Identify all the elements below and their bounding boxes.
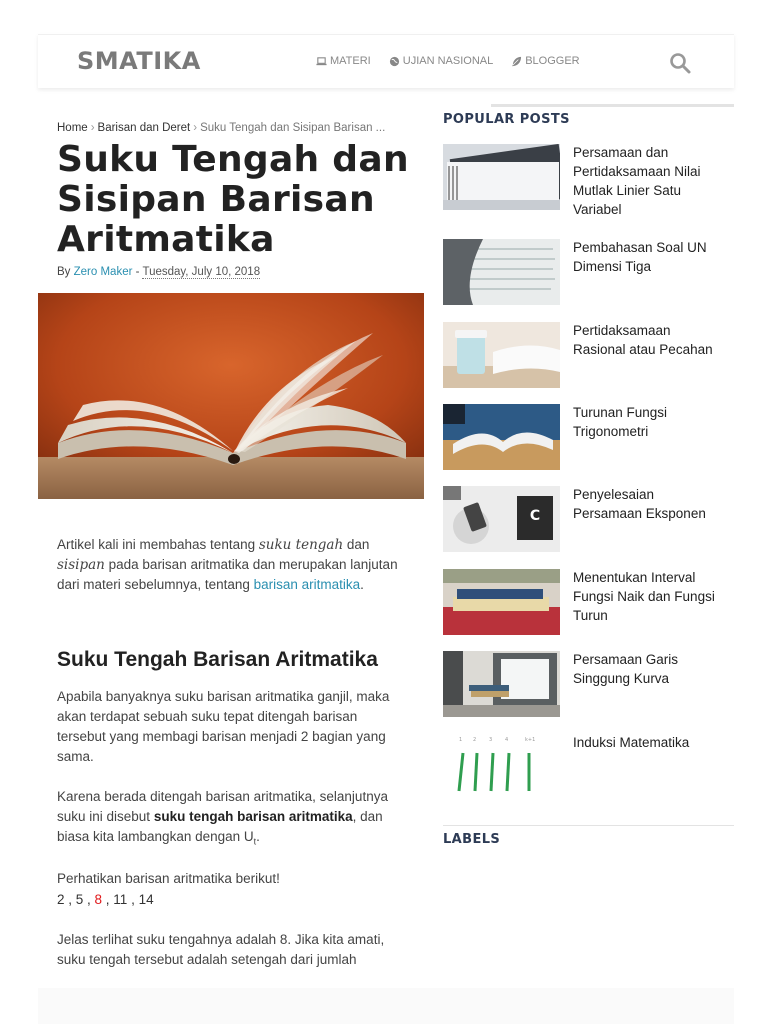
sequence-part: , 11 , 14 bbox=[102, 892, 154, 907]
breadcrumb-current: Suku Tengah dan Sisipan Barisan ... bbox=[200, 122, 386, 134]
author-link[interactable]: Zero Maker bbox=[73, 266, 133, 278]
svg-text:1: 1 bbox=[459, 737, 463, 743]
paragraph-text: . bbox=[256, 829, 260, 844]
post-date: Tuesday, July 10, 2018 bbox=[142, 266, 261, 278]
labels-heading: LABELS bbox=[443, 832, 501, 847]
post-thumbnail bbox=[443, 486, 560, 552]
breadcrumb-category[interactable]: Barisan dan Deret bbox=[97, 122, 191, 134]
nav-item-ujian-nasional[interactable] bbox=[389, 55, 493, 67]
post-title: Penyelesaian Persamaan Eksponen bbox=[573, 487, 706, 521]
labels-divider bbox=[443, 825, 734, 826]
post-thumbnail bbox=[443, 239, 560, 305]
post-title: Persamaan dan Pertidaksamaan Nilai Mutlak Linier Satu Variabel bbox=[573, 145, 701, 217]
sidebar bbox=[443, 88, 734, 988]
paragraph-text: , dan biasa kita lambangkan dengan U bbox=[57, 809, 383, 844]
site-logo[interactable]: SMATIKA bbox=[77, 47, 201, 75]
post-title: Persamaan Garis Singgung Kurva bbox=[573, 652, 679, 686]
post-title: Induksi Matematika bbox=[573, 735, 690, 750]
barisan-aritmatika-link[interactable]: barisan aritmatika bbox=[253, 577, 361, 592]
breadcrumb bbox=[57, 122, 417, 134]
popular-post-item[interactable] bbox=[443, 651, 734, 717]
svg-text:k+1: k+1 bbox=[525, 737, 536, 743]
sidebar-divider bbox=[491, 104, 734, 107]
article bbox=[38, 88, 424, 988]
svg-text:4: 4 bbox=[505, 737, 509, 743]
post-title: Menentukan Interval Fungsi Naik dan Fungsi Turun bbox=[573, 570, 715, 623]
paragraph-3: Perhatikan barisan aritmatika berikut! bbox=[57, 871, 280, 886]
nav-label: BLOGGER bbox=[525, 55, 580, 67]
sequence-middle-term: 8 bbox=[94, 892, 103, 907]
bold-term: suku tengah barisan aritmatika bbox=[153, 809, 353, 824]
intro-term-sisipan: sisipan bbox=[57, 557, 105, 573]
intro-term-suku-tengah: suku tengah bbox=[258, 537, 344, 553]
intro-text: dan bbox=[343, 537, 370, 552]
popular-post-item[interactable] bbox=[443, 239, 734, 305]
sequence-part: 2 , 5 , bbox=[57, 892, 95, 907]
search-button[interactable] bbox=[668, 51, 692, 75]
page-title: Suku Tengah dan Sisipan Barisan Aritmatika bbox=[57, 139, 409, 260]
paragraph-text: Karena berada ditengah barisan aritmatika, selanjutnya suku ini disebut bbox=[57, 789, 388, 824]
popular-posts-heading: POPULAR POSTS bbox=[443, 112, 570, 127]
post-thumbnail bbox=[443, 322, 560, 388]
intro-text: Artikel kali ini membahas tentang bbox=[57, 537, 259, 552]
sequence-example bbox=[57, 890, 402, 910]
post-thumbnail bbox=[443, 651, 560, 717]
laptop-icon bbox=[316, 56, 327, 67]
meta-by: By bbox=[57, 266, 71, 278]
breadcrumb-home[interactable]: Home bbox=[57, 122, 88, 134]
svg-text:2: 2 bbox=[473, 737, 477, 743]
paragraph-1: Apabila banyaknya suku barisan aritmatika ganjil, maka akan terdapat sebuah suku tepat ditengah barisan tersebut yang membagi barisan menjadi 2 bagian yang sama. bbox=[57, 689, 390, 764]
post-meta bbox=[57, 266, 260, 278]
globe-icon bbox=[389, 56, 400, 67]
search-icon bbox=[668, 51, 692, 75]
main-nav bbox=[316, 55, 580, 67]
intro-text: . bbox=[360, 577, 364, 592]
nav-item-blogger[interactable] bbox=[511, 55, 579, 67]
post-thumbnail bbox=[443, 144, 560, 210]
post-title: Turunan Fungsi Trigonometri bbox=[573, 405, 668, 439]
paragraph-2 bbox=[57, 787, 402, 852]
popular-post-item[interactable] bbox=[443, 404, 734, 470]
meta-dash: - bbox=[135, 266, 140, 278]
post-thumbnail bbox=[443, 569, 560, 635]
content-bottom-edge bbox=[38, 988, 734, 1024]
popular-post-item[interactable] bbox=[443, 322, 734, 388]
section-heading: Suku Tengah Barisan Aritmatika bbox=[57, 648, 378, 671]
nav-label: UJIAN NASIONAL bbox=[402, 55, 494, 67]
intro-paragraph bbox=[57, 535, 402, 595]
paragraph-4: Jelas terlihat suku tengahnya adalah 8. Jika kita amati, suku tengah tersebut adalah setengah dari jumlah bbox=[57, 932, 385, 967]
site-header bbox=[38, 34, 734, 88]
hero-image-open-book bbox=[38, 293, 424, 499]
post-thumbnail bbox=[443, 733, 560, 799]
svg-text:C: C bbox=[529, 508, 541, 524]
feather-icon bbox=[511, 56, 522, 67]
breadcrumb-separator: › bbox=[90, 122, 95, 134]
post-thumbnail bbox=[443, 404, 560, 470]
subscript: t bbox=[253, 836, 257, 847]
nav-label: MATERI bbox=[330, 55, 371, 67]
popular-post-item[interactable] bbox=[443, 486, 734, 552]
nav-item-materi[interactable] bbox=[316, 55, 371, 67]
post-title: Pembahasan Soal UN Dimensi Tiga bbox=[573, 240, 707, 274]
svg-text:3: 3 bbox=[489, 737, 493, 743]
post-title: Pertidaksamaan Rasional atau Pecahan bbox=[573, 323, 713, 357]
popular-post-item[interactable] bbox=[443, 733, 734, 799]
popular-post-item[interactable] bbox=[443, 569, 734, 635]
popular-post-item[interactable] bbox=[443, 144, 734, 217]
intro-text: pada barisan aritmatika dan merupakan lanjutan dari materi sebelumnya, tentang bbox=[57, 557, 398, 592]
breadcrumb-separator: › bbox=[193, 122, 198, 134]
